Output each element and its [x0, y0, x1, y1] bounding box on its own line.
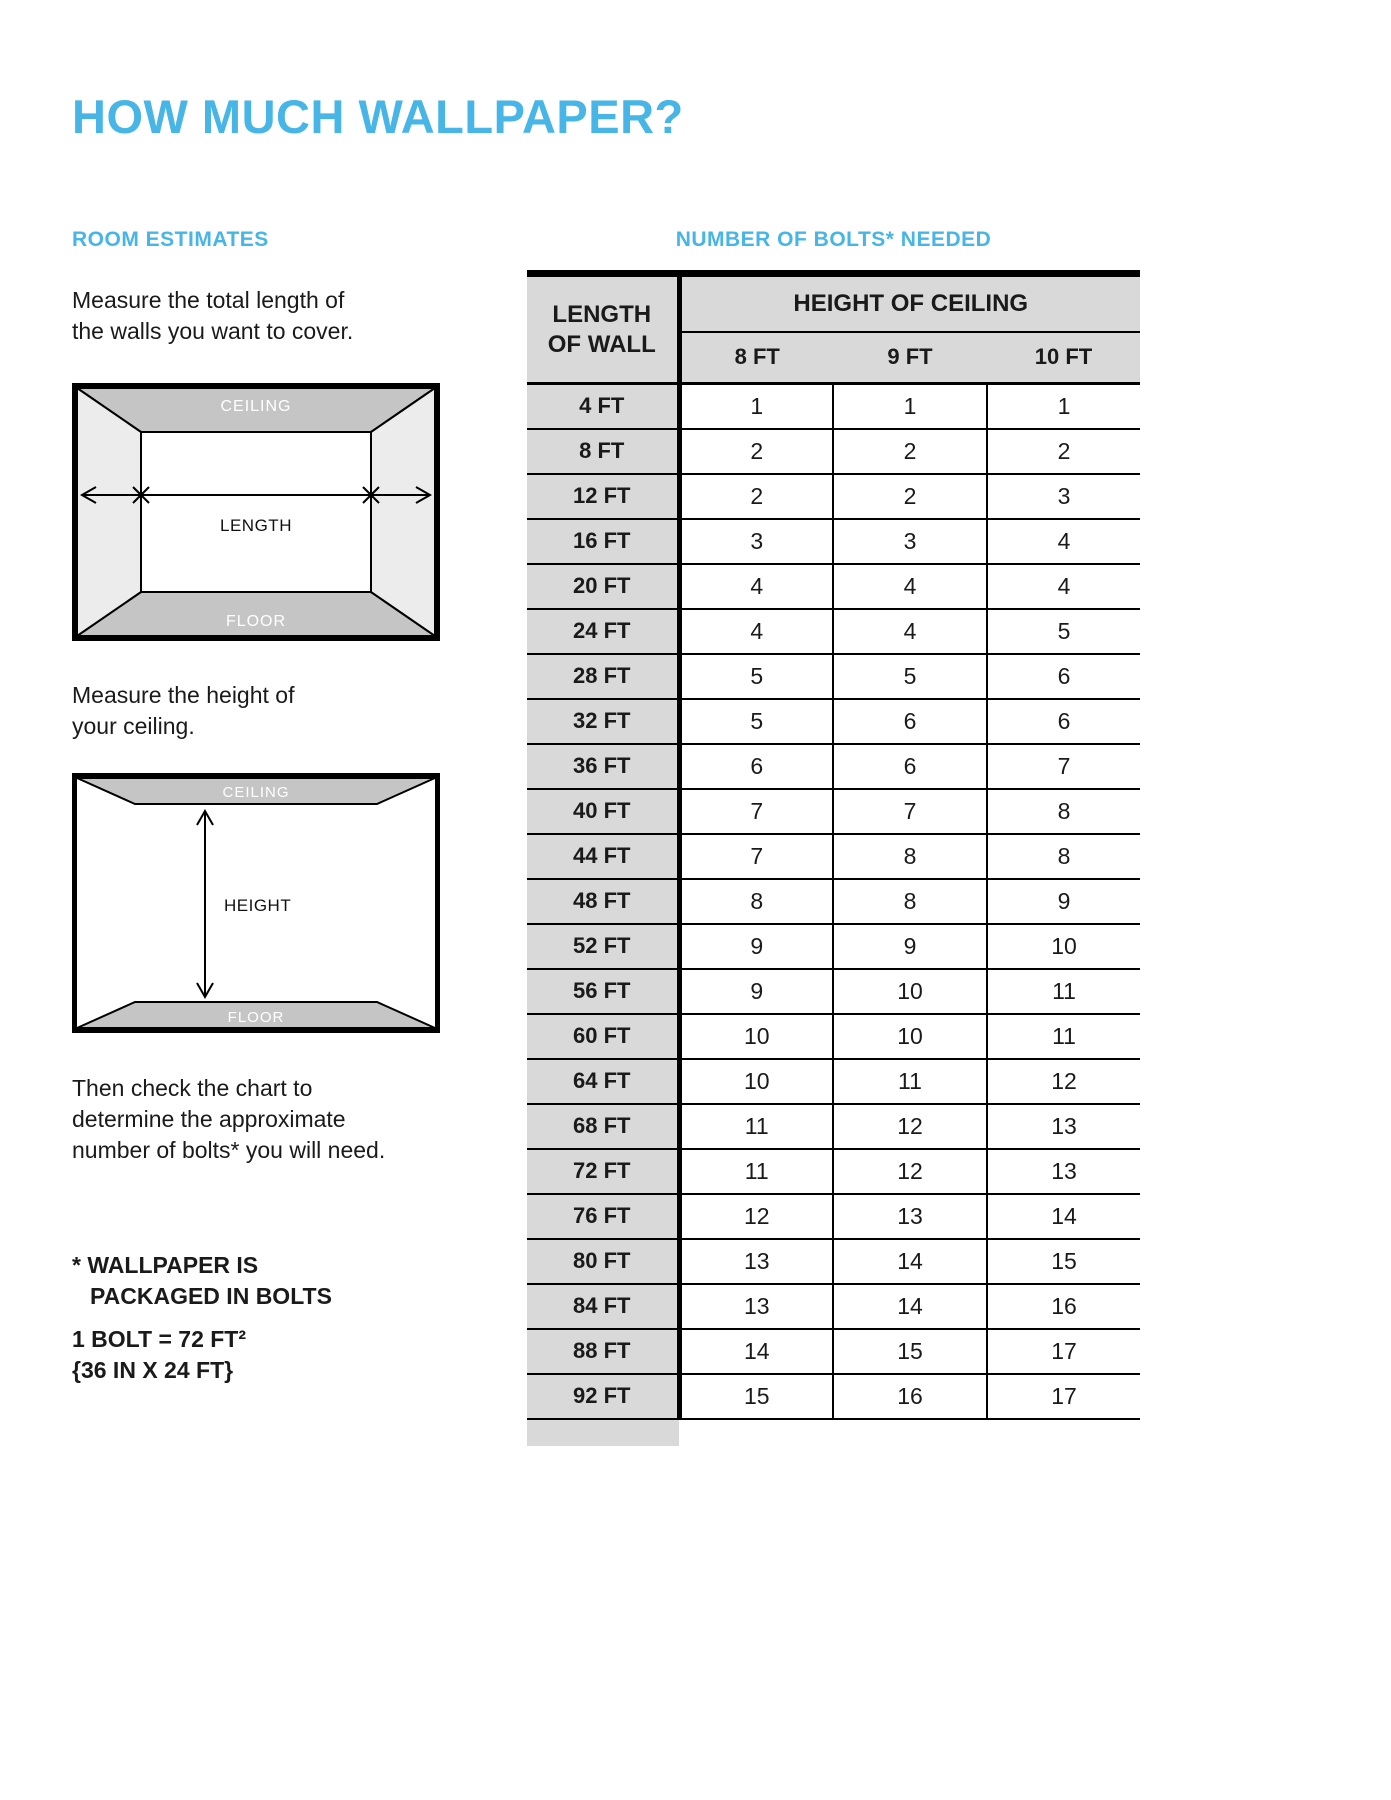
bolt-count-cell: 6: [833, 699, 987, 744]
ceiling-9ft-header: 9 FT: [833, 332, 987, 384]
measure-length-text: [72, 285, 353, 347]
bolt-count-cell: 1: [987, 384, 1140, 429]
bolt-count-cell: 8: [679, 879, 833, 924]
wall-length-cell: 72 FT: [527, 1149, 679, 1194]
bolts-footnote: [72, 1250, 332, 1312]
bolt-count-cell: 5: [679, 654, 833, 699]
check-chart-text: [72, 1073, 385, 1166]
text-line: {36 IN X 24 FT}: [72, 1357, 234, 1383]
bolt-count-cell: 4: [679, 564, 833, 609]
bolts-table-heading: NUMBER OF BOLTS* NEEDED: [675, 228, 992, 251]
bolt-count-cell: 8: [987, 834, 1140, 879]
wall-length-cell: 20 FT: [527, 564, 679, 609]
bolt-count-cell: 10: [987, 924, 1140, 969]
table-row: [527, 1374, 1140, 1419]
measure-height-text: [72, 680, 294, 742]
bolt-count-cell: 13: [679, 1239, 833, 1284]
bolt-count-cell: 6: [833, 744, 987, 789]
text-line: Measure the total length of: [72, 287, 345, 313]
bolt-count-cell: 7: [987, 744, 1140, 789]
wall-length-cell: 68 FT: [527, 1104, 679, 1149]
wall-length-cell: 92 FT: [527, 1374, 679, 1419]
bolt-count-cell: 6: [679, 744, 833, 789]
bolt-count-cell: 6: [987, 654, 1140, 699]
bolt-count-cell: 11: [987, 969, 1140, 1014]
table-row: [527, 654, 1140, 699]
wall-length-cell: 52 FT: [527, 924, 679, 969]
bolt-count-cell: 2: [833, 474, 987, 519]
text-line: PACKAGED IN BOLTS: [90, 1283, 332, 1309]
left-wall: [77, 388, 141, 636]
bolt-count-cell: 17: [987, 1329, 1140, 1374]
text-line: Then check the chart to: [72, 1075, 313, 1101]
ceiling-8ft-header: 8 FT: [679, 332, 833, 384]
bolt-count-cell: 11: [679, 1149, 833, 1194]
room-height-diagram: [72, 773, 440, 1033]
bolts-table: [527, 270, 1140, 1420]
bolt-count-cell: 16: [987, 1284, 1140, 1329]
wall-length-cell: 88 FT: [527, 1329, 679, 1374]
table-row: [527, 834, 1140, 879]
wall-length-cell: 36 FT: [527, 744, 679, 789]
table-row: [527, 1194, 1140, 1239]
room-estimates-heading: ROOM ESTIMATES: [72, 228, 269, 251]
table-row: [527, 564, 1140, 609]
wall-length-cell: 32 FT: [527, 699, 679, 744]
bolt-count-cell: 5: [833, 654, 987, 699]
bolt-count-cell: 14: [833, 1239, 987, 1284]
bolt-count-cell: 10: [679, 1014, 833, 1059]
table-row: [527, 519, 1140, 564]
table-header-row: [527, 274, 1140, 332]
bolt-count-cell: 1: [833, 384, 987, 429]
wall-length-cell: 44 FT: [527, 834, 679, 879]
bolt-count-cell: 10: [833, 1014, 987, 1059]
bolt-count-cell: 11: [833, 1059, 987, 1104]
bolt-count-cell: 3: [833, 519, 987, 564]
table-row: [527, 1059, 1140, 1104]
text-line: 1 BOLT = 72 FT²: [72, 1326, 247, 1352]
wall-length-cell: 4 FT: [527, 384, 679, 429]
bolt-count-cell: 14: [987, 1194, 1140, 1239]
table-row: [527, 609, 1140, 654]
table-row: [527, 384, 1140, 429]
text-line: Measure the height of: [72, 682, 295, 708]
bolt-count-cell: 15: [679, 1374, 833, 1419]
bolt-count-cell: 14: [679, 1329, 833, 1374]
bolt-count-cell: 2: [679, 474, 833, 519]
bolt-count-cell: 9: [679, 969, 833, 1014]
wall-length-cell: 24 FT: [527, 609, 679, 654]
bolt-count-cell: 3: [679, 519, 833, 564]
bolt-count-cell: 8: [833, 879, 987, 924]
bolt-count-cell: 10: [833, 969, 987, 1014]
bolt-count-cell: 4: [833, 609, 987, 654]
height-of-ceiling-header: HEIGHT OF CEILING: [679, 274, 1140, 332]
floor-label: FLOOR: [225, 613, 287, 630]
text-line: determine the approximate: [72, 1106, 346, 1132]
bolt-count-cell: 12: [833, 1149, 987, 1194]
back-wall: [141, 432, 371, 592]
bolt-count-cell: 7: [679, 834, 833, 879]
height-label: HEIGHT: [224, 896, 292, 915]
bolt-count-cell: 7: [833, 789, 987, 834]
wall-length-cell: 76 FT: [527, 1194, 679, 1239]
wall-length-cell: 56 FT: [527, 969, 679, 1014]
table-row: [527, 789, 1140, 834]
text-line: * WALLPAPER IS: [72, 1252, 259, 1278]
bolt-count-cell: 16: [833, 1374, 987, 1419]
text-line: your ceiling.: [72, 713, 195, 739]
bolt-count-cell: 12: [679, 1194, 833, 1239]
bolt-count-cell: 6: [987, 699, 1140, 744]
bolt-count-cell: 9: [679, 924, 833, 969]
wall-length-cell: 84 FT: [527, 1284, 679, 1329]
ceiling-label: CEILING: [220, 398, 292, 415]
bolt-size-info: [72, 1324, 246, 1386]
wall-length-cell: 80 FT: [527, 1239, 679, 1284]
length-label: LENGTH: [220, 516, 292, 535]
wall-length-cell: 40 FT: [527, 789, 679, 834]
table-row: [527, 429, 1140, 474]
bolt-count-cell: 17: [987, 1374, 1140, 1419]
bolt-count-cell: 12: [833, 1104, 987, 1149]
table-row: [527, 879, 1140, 924]
room-estimates-section: [72, 228, 440, 1383]
bolts-needed-section: [527, 228, 1140, 1446]
table-row: [527, 1014, 1140, 1059]
table-row: [527, 1239, 1140, 1284]
bolt-count-cell: 13: [679, 1284, 833, 1329]
text-line: the walls you want to cover.: [72, 318, 354, 344]
ceiling-10ft-header: 10 FT: [987, 332, 1140, 384]
wall-length-cell: 60 FT: [527, 1014, 679, 1059]
wall-length-cell: 28 FT: [527, 654, 679, 699]
length-of-wall-header: [527, 274, 679, 384]
header-line: LENGTH: [552, 300, 652, 328]
wall-length-cell: 8 FT: [527, 429, 679, 474]
bolt-count-cell: 4: [987, 519, 1140, 564]
bolt-count-cell: 5: [679, 699, 833, 744]
ceiling-label: CEILING: [222, 784, 290, 801]
bolt-count-cell: 11: [987, 1014, 1140, 1059]
bolt-count-cell: 5: [987, 609, 1140, 654]
bolt-count-cell: 4: [679, 609, 833, 654]
bolt-count-cell: 10: [679, 1059, 833, 1104]
table-row: [527, 1104, 1140, 1149]
wall-length-cell: 64 FT: [527, 1059, 679, 1104]
bolt-count-cell: 8: [833, 834, 987, 879]
bolt-count-cell: 7: [679, 789, 833, 834]
bolt-count-cell: 4: [987, 564, 1140, 609]
bolt-count-cell: 12: [987, 1059, 1140, 1104]
wall-length-cell: 16 FT: [527, 519, 679, 564]
bolt-count-cell: 13: [987, 1149, 1140, 1194]
table-row: [527, 1329, 1140, 1374]
text-line: number of bolts* you will need.: [72, 1137, 386, 1163]
header-line: OF WALL: [547, 330, 656, 358]
table-row: [527, 1149, 1140, 1194]
bolt-count-cell: 9: [987, 879, 1140, 924]
bolt-count-cell: 14: [833, 1284, 987, 1329]
table-row: [527, 699, 1140, 744]
table-row: [527, 744, 1140, 789]
right-wall: [371, 388, 435, 636]
table-row: [527, 474, 1140, 519]
wall-length-cell: 12 FT: [527, 474, 679, 519]
bolt-table-body: [527, 384, 1140, 1419]
wall-length-cell: 48 FT: [527, 879, 679, 924]
table-row: [527, 969, 1140, 1014]
bolt-count-cell: 3: [987, 474, 1140, 519]
bolt-count-cell: 11: [679, 1104, 833, 1149]
bolt-count-cell: 13: [833, 1194, 987, 1239]
bolt-count-cell: 15: [833, 1329, 987, 1374]
bolt-count-cell: 9: [833, 924, 987, 969]
bolt-count-cell: 8: [987, 789, 1140, 834]
page-title: HOW MUCH WALLPAPER?: [72, 90, 684, 144]
table-row: [527, 924, 1140, 969]
table-row: [527, 1284, 1140, 1329]
bolt-count-cell: 2: [679, 429, 833, 474]
bolt-count-cell: 13: [987, 1104, 1140, 1149]
bolt-count-cell: 2: [987, 429, 1140, 474]
bolt-count-cell: 1: [679, 384, 833, 429]
room-length-diagram: [72, 383, 440, 641]
floor-label: FLOOR: [227, 1009, 285, 1026]
table-footer-strip: [527, 1420, 679, 1446]
bolt-count-cell: 2: [833, 429, 987, 474]
bolt-count-cell: 15: [987, 1239, 1140, 1284]
bolt-count-cell: 4: [833, 564, 987, 609]
